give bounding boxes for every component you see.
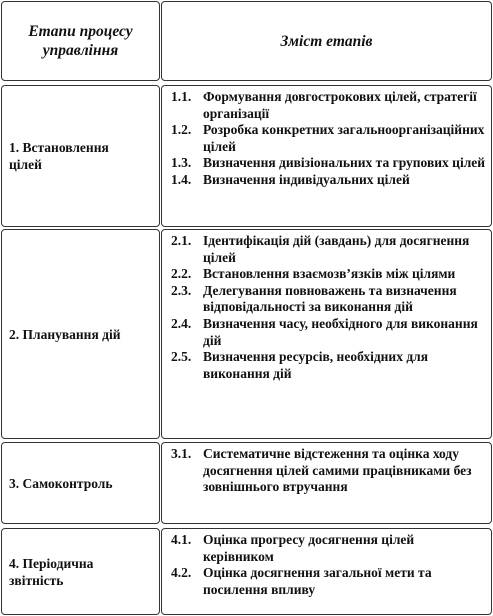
- list-item: 4.1. Оцінка прогресу досягнення цілей керівником: [171, 532, 415, 564]
- stage-label: 3. Самоконтроль: [9, 475, 113, 491]
- stage-box-3: [1, 442, 160, 524]
- list-item: 3.1. Систематичне відстеження та оцінка ходу досягнення цілей самими працівниками без зовнішнього втручання: [171, 446, 472, 495]
- list-item: 2.5. Визначення ресурсів, необхідних для виконання дій: [171, 349, 429, 381]
- list-item: 1.4. Визначення індивідуальних цілей: [171, 171, 410, 187]
- list-item: 2.1. Ідентифікація дій (завдань) для досягнення цілей: [171, 233, 470, 265]
- list-item: 4.2. Оцінка досягнення загальної мети та посилення впливу: [171, 565, 432, 597]
- list-item: 2.3. Делегування повноважень та визначення відповідальності за виконання дій: [171, 282, 457, 315]
- stage-label: 1. Встановлення цілей: [9, 140, 109, 172]
- list-item: 2.2. Встановлення взаємозв’язків між цілями: [171, 266, 456, 282]
- header-content-label: Зміст етапів: [280, 32, 373, 50]
- list-item: 1.1. Формування довгострокових цілей, стратегії організації: [171, 89, 477, 121]
- content-box-2: [161, 229, 492, 439]
- header-stage-column: [1, 1, 160, 81]
- list-item: 1.3. Визначення дивізіональних та групових цілей: [171, 155, 486, 171]
- list-item: 1.2. Розробка конкретних загальноорганізаційних цілей: [171, 122, 485, 154]
- stage-label: 2. Планування дій: [9, 326, 121, 342]
- header-stage-label: Етапи процесу управління: [28, 23, 133, 59]
- content-box-4: [161, 528, 492, 615]
- stage-box-4: [1, 528, 160, 615]
- stage-label: 4. Періодична звітність: [9, 555, 94, 588]
- list-item: 2.4. Визначення часу, необхідного для виконання дій: [171, 315, 478, 348]
- header-content-column: [161, 1, 492, 81]
- stage-box-1: [1, 85, 160, 227]
- content-box-1: [161, 85, 492, 227]
- content-box-3: [161, 442, 492, 524]
- stage-box-2: [1, 229, 160, 439]
